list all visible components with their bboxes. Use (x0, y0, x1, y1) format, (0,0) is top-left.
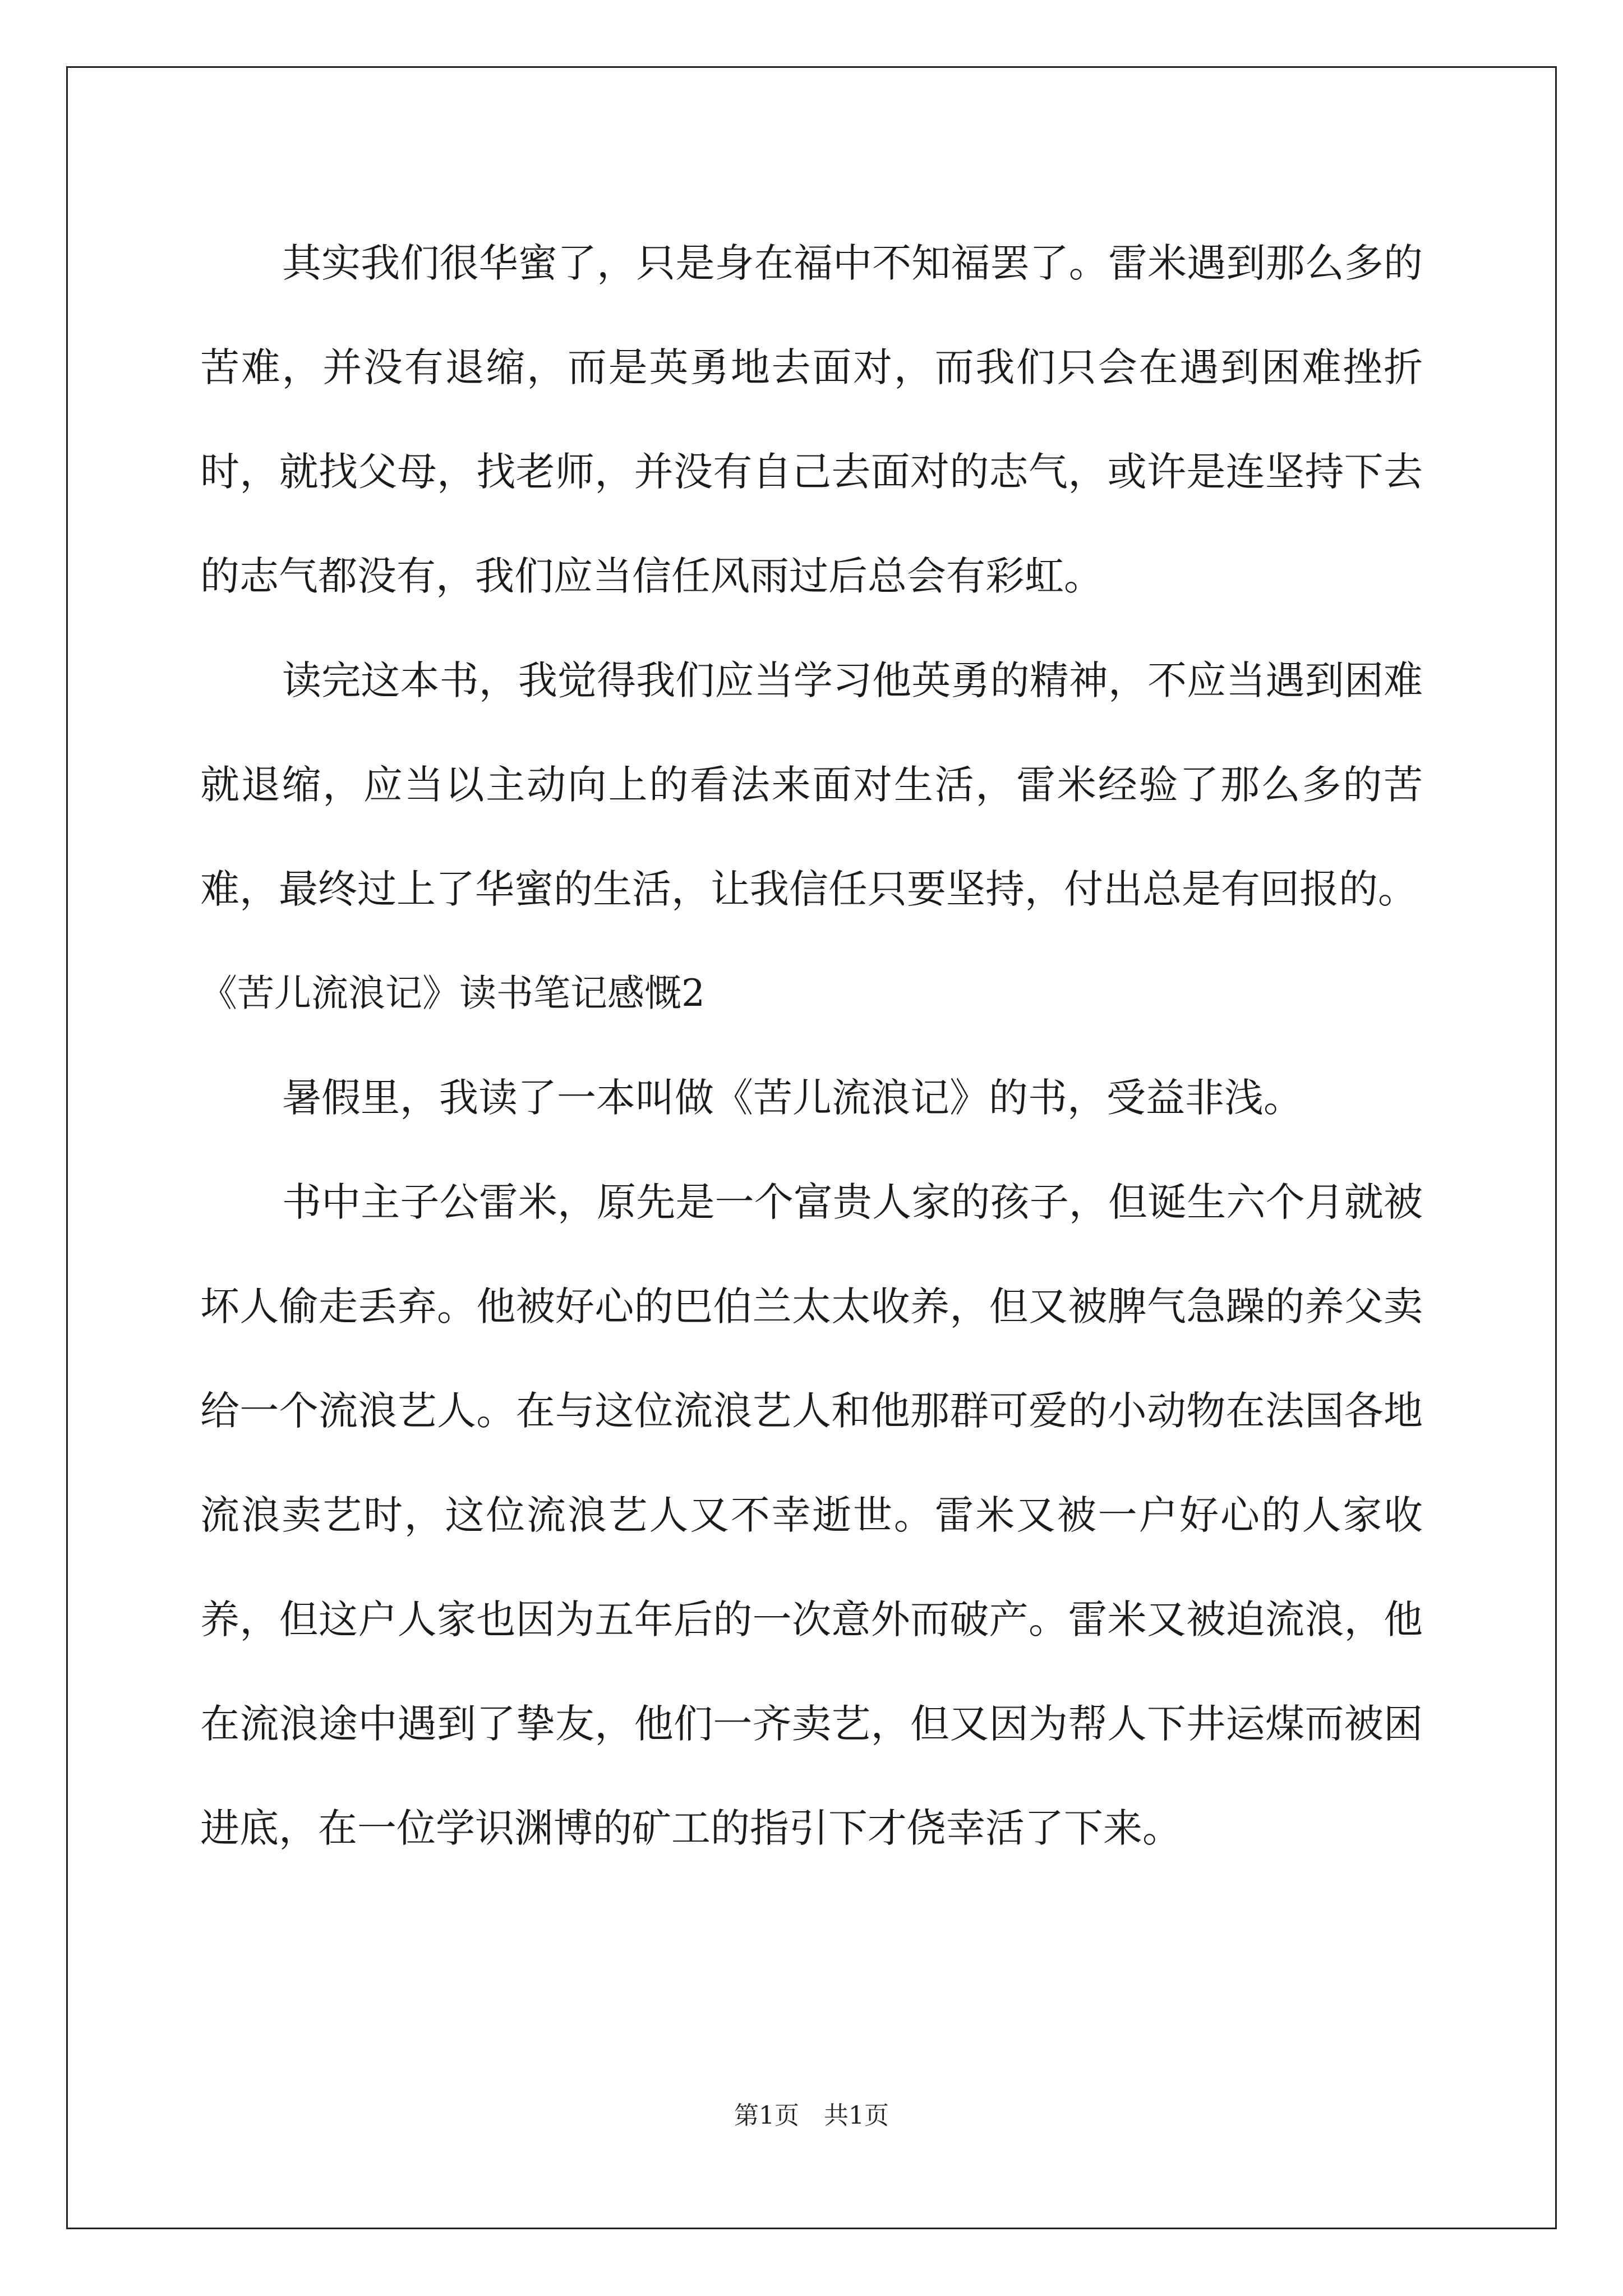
document-body (200, 211, 1423, 1880)
page-footer: 第1页 共1页 (734, 2101, 889, 2130)
paragraph-4: 书中主子公雷米，原先是一个富贵人家的孩子，但诞生六个月就被坏人偷走丢弃。他被好心的巴伯兰太太收养，但又被脾气急躁的养父卖给一个流浪艺人。在与这位流浪艺人和他那群可爱的小动物在法国各地流浪卖艺时，这位流浪艺人又不幸逝世。雷米又被一户好心的人家收养，但这户人家也因为五年后的一次意外而破产。雷米又被迫流浪，他在流浪途中遇到了挚友，他们一齐卖艺，但又因为帮人下井运煤而被困进底，在一位学识渊博的矿工的指引下才侥幸活了下来。 (200, 1179, 1423, 1851)
section-heading: 《苦儿流浪记》读书笔记感慨2 (200, 972, 705, 1015)
paragraph-1: 其实我们很华蜜了，只是身在福中不知福罢了。雷米遇到那么多的苦难，并没有退缩，而是英勇地去面对，而我们只会在遇到困难挫折时，就找父母，找老师，并没有自己去面对的志气，或许是连坚持下去的志气都没有，我们应当信任风雨过后总会有彩虹。 (200, 240, 1423, 599)
paragraph-3: 暑假里，我读了一本叫做《苦儿流浪记》的书，受益非浅。 (282, 1075, 1303, 1121)
paragraph-2: 读完这本书，我觉得我们应当学习他英勇的精神，不应当遇到困难就退缩，应当以主动向上的看法来面对生活，雷米经验了那么多的苦难，最终过上了华蜜的生活，让我信任只要坚持，付出总是有回报的。 (200, 657, 1423, 912)
